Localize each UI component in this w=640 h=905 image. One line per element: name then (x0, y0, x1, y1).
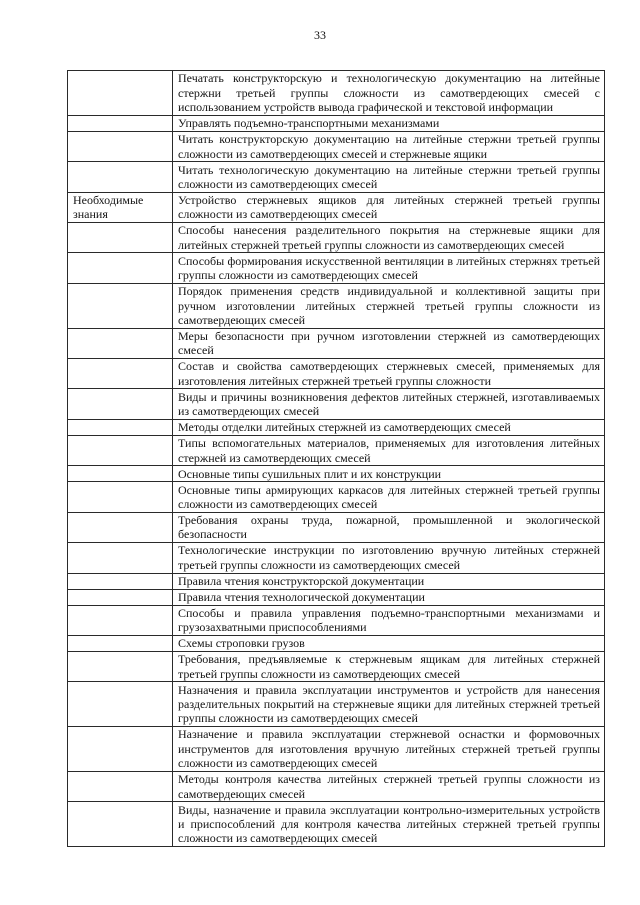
label-cell-empty (68, 573, 173, 589)
label-cell-empty (68, 651, 173, 681)
table-row (68, 115, 605, 131)
table-row (68, 651, 605, 681)
table-row (68, 635, 605, 651)
label-cell-empty (68, 328, 173, 358)
knowledge-item: Порядок применения средств индивидуальной и коллективной защиты при ручном изготовлении литейных стержней третьей группы сложности из самотвердеющих смесей (173, 283, 605, 328)
label-cell-empty (68, 435, 173, 465)
knowledge-item: Виды, назначение и правила эксплуатации контрольно-измерительных устройств и приспособлений для контроля качества литейных стержней третьей группы сложности из самотвердеющих смесей (173, 802, 605, 847)
label-cell-empty (68, 419, 173, 435)
knowledge-item: Способы и правила управления подъемно-транспортными механизмами и грузозахватными приспособлениями (173, 605, 605, 635)
label-cell-empty (68, 253, 173, 283)
knowledge-item: Методы контроля качества литейных стержней третьей группы сложности из самотвердеющих смесей (173, 771, 605, 801)
knowledge-item: Назначение и правила эксплуатации стержневой оснастки и формовочных инструментов для изготовления вручную литейных стержней третьей группы сложности из самотвердеющих смесей (173, 727, 605, 772)
table-row (68, 435, 605, 465)
knowledge-item: Основные типы сушильных плит и их конструкции (173, 466, 605, 482)
knowledge-item: Требования, предъявляемые к стержневым ящикам для литейных стержней третьей группы сложности из самотвердеющих смесей (173, 651, 605, 681)
label-cell-empty (68, 682, 173, 727)
table-row (68, 328, 605, 358)
table-row (68, 253, 605, 283)
table-row (68, 466, 605, 482)
knowledge-item: Правила чтения конструкторской документации (173, 573, 605, 589)
table-row (68, 419, 605, 435)
continued-item: Печатать конструкторскую и технологическую документацию на литейные стержни третьей группы сложности из самотвердеющих смесей с использованием устройств вывода графической и текстовой информации (173, 71, 605, 116)
label-cell-empty (68, 466, 173, 482)
knowledge-item: Меры безопасности при ручном изготовлении стержней из самотвердеющих смесей (173, 328, 605, 358)
continued-item: Читать технологическую документацию на литейные стержни третьей группы сложности из самотвердеющих смесей (173, 162, 605, 192)
table-row (68, 71, 605, 116)
label-cell-empty (68, 802, 173, 847)
continued-item: Читать конструкторскую документацию на литейные стержни третьей группы сложности из самотвердеющих смесей и стержневые ящики (173, 131, 605, 161)
table-row (68, 512, 605, 542)
knowledge-item: Типы вспомогательных материалов, применяемых для изготовления литейных стержней из самотвердеющих смесей (173, 435, 605, 465)
label-cell-empty (68, 162, 173, 192)
table-row (68, 543, 605, 573)
table-row (68, 682, 605, 727)
label-cell-empty (68, 223, 173, 253)
knowledge-item: Способы формирования искусственной вентиляции в литейных стержнях третьей группы сложности из самотвердеющих смесей (173, 253, 605, 283)
knowledge-item: Методы отделки литейных стержней из самотвердеющих смесей (173, 419, 605, 435)
label-cell-empty (68, 283, 173, 328)
label-cell-empty (68, 727, 173, 772)
table-row (68, 283, 605, 328)
table-row (68, 162, 605, 192)
table-row (68, 359, 605, 389)
label-cell-empty (68, 771, 173, 801)
label-cell-empty (68, 512, 173, 542)
table-row (68, 605, 605, 635)
table-row (68, 771, 605, 801)
continued-section-label (68, 71, 173, 116)
knowledge-item: Назначения и правила эксплуатации инструментов и устройств для нанесения разделительных покрытий на стержневые ящики для литейных стержней третьей группы сложности из самотвердеющих смесей (173, 682, 605, 727)
knowledge-item: Способы нанесения разделительного покрытия на стержневые ящики для литейных стержней третьей группы сложности из самотвердеющих смесей (173, 223, 605, 253)
label-cell-empty (68, 543, 173, 573)
requirements-table (67, 70, 605, 847)
table-row (68, 131, 605, 161)
table-row (68, 192, 605, 222)
label-cell-empty (68, 605, 173, 635)
knowledge-item: Схемы строповки грузов (173, 635, 605, 651)
knowledge-item: Требования охраны труда, пожарной, промышленной и экологической безопасности (173, 512, 605, 542)
label-cell-empty (68, 131, 173, 161)
page-number: 33 (314, 28, 326, 42)
table-row (68, 482, 605, 512)
label-cell-empty (68, 115, 173, 131)
table-row (68, 727, 605, 772)
table-row (68, 802, 605, 847)
label-cell-empty (68, 389, 173, 419)
label-cell-empty (68, 589, 173, 605)
knowledge-item: Виды и причины возникновения дефектов литейных стержней, изготавливаемых из самотвердеющих смесей (173, 389, 605, 419)
table-row (68, 573, 605, 589)
knowledge-item: Устройство стержневых ящиков для литейных стержней третьей группы сложности из самотвердеющих смесей (173, 192, 605, 222)
knowledge-section-label: Необходимые знания (68, 192, 173, 222)
continued-item: Управлять подъемно-транспортными механизмами (173, 115, 605, 131)
label-cell-empty (68, 359, 173, 389)
table-row (68, 223, 605, 253)
label-cell-empty (68, 482, 173, 512)
knowledge-item: Правила чтения технологической документации (173, 589, 605, 605)
table-row (68, 589, 605, 605)
knowledge-item: Состав и свойства самотвердеющих стержневых смесей, применяемых для изготовления литейных стержней третьей группы сложности (173, 359, 605, 389)
table-row (68, 389, 605, 419)
knowledge-item: Технологические инструкции по изготовлению вручную литейных стержней третьей группы сложности из самотвердеющих смесей (173, 543, 605, 573)
knowledge-item: Основные типы армирующих каркасов для литейных стержней третьей группы сложности из самотвердеющих смесей (173, 482, 605, 512)
label-cell-empty (68, 635, 173, 651)
